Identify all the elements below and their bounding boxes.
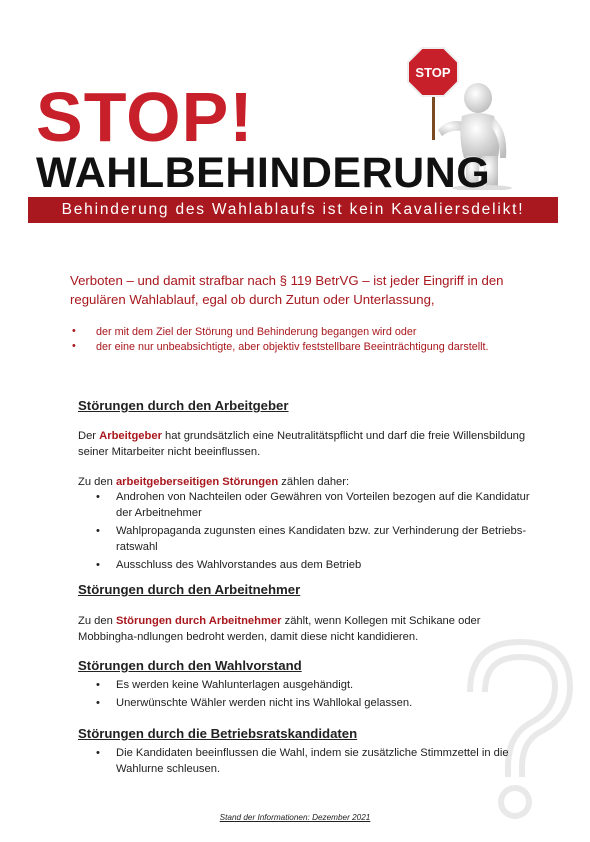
wahlvorstand-bullet-list bbox=[96, 677, 536, 713]
intro-paragraph: Verboten – und damit strafbar nach § 119 BetrVG – ist jeder Eingriff in den regulären Wahlablauf, egal ob durch Zutun oder Unterlassung, bbox=[70, 273, 504, 307]
intro-bullet-list bbox=[70, 325, 540, 355]
text-segment: zählt, wenn Kollegen mit Schikane oder Mobbingha-ndlungen bedroht werden, damit diese nicht kandidieren. bbox=[78, 615, 481, 643]
svg-text:STOP: STOP bbox=[415, 65, 451, 80]
stop-heading: STOP! bbox=[36, 78, 254, 156]
highlight-term: arbeitgeberseitigen Störungen bbox=[115, 476, 279, 488]
arbeitgeber-bullet-list bbox=[96, 489, 536, 575]
highlight-term: Arbeitgeber bbox=[99, 430, 162, 442]
list-item: • Unerwünschte Wähler werden nicht ins Wahllokal gelassen. bbox=[96, 695, 536, 711]
kandidaten-bullet-list bbox=[96, 745, 536, 779]
text-segment: zählen daher: bbox=[278, 476, 350, 488]
section-heading-arbeitgeber: Störungen durch den Arbeitgeber bbox=[78, 398, 289, 413]
section-heading-arbeitnehmer: Störungen durch den Arbeitnehmer bbox=[78, 582, 301, 597]
text-segment: hat grundsätzlich eine Neutralitätspflicht und darf die freie Willensbildung seiner Mitarbeiter nicht beeinflussen. bbox=[78, 430, 526, 458]
section-heading-kandidaten: Störungen durch die Betriebsratskandidaten bbox=[78, 726, 358, 741]
list-item: • der eine nur unbeabsichtigte, aber objektiv feststellbare Beeinträchtigung darstellt. bbox=[70, 340, 540, 354]
paragraph-arbeitgeber bbox=[78, 428, 538, 460]
text-segment: Zu den bbox=[78, 476, 116, 488]
text-segment: Der bbox=[78, 430, 100, 442]
subtitle-banner: Behinderung des Wahlablaufs ist kein Kavaliersdelikt! bbox=[28, 197, 558, 223]
list-item: • Wahlpropaganda zugunsten eines Kandidaten bzw. zur Verhinderung der Betriebs-ratswahl bbox=[96, 523, 536, 555]
page-title: WAHLBEHINDERUNG bbox=[36, 149, 491, 197]
list-item: • Es werden keine Wahlunterlagen ausgehändigt. bbox=[96, 677, 536, 693]
highlight-term: Störungen durch Arbeitnehmer bbox=[115, 615, 282, 627]
list-item: • Androhen von Nachteilen oder Gewähren von Vorteilen bezogen auf die Kandidatur der Arbeitnehmer bbox=[96, 489, 536, 521]
footer-date-note: Stand der Informationen: Dezember 2021 bbox=[219, 813, 371, 822]
paragraph-arbeitgeber-stoerungen bbox=[78, 474, 538, 490]
text-segment: Zu den bbox=[78, 615, 116, 627]
question-mark-icon bbox=[440, 632, 580, 822]
list-item: • Ausschluss des Wahlvorstandes aus dem Betrieb bbox=[96, 557, 536, 573]
section-heading-wahlvorstand: Störungen durch den Wahlvorstand bbox=[78, 658, 302, 673]
list-item: • Die Kandidaten beeinflussen die Wahl, indem sie zusätzliche Stimmzettel in die Wahlurne schleusen. bbox=[96, 745, 536, 777]
paragraph-arbeitnehmer bbox=[78, 613, 538, 645]
list-item: • der mit dem Ziel der Störung und Behinderung begangen wird oder bbox=[70, 325, 540, 339]
